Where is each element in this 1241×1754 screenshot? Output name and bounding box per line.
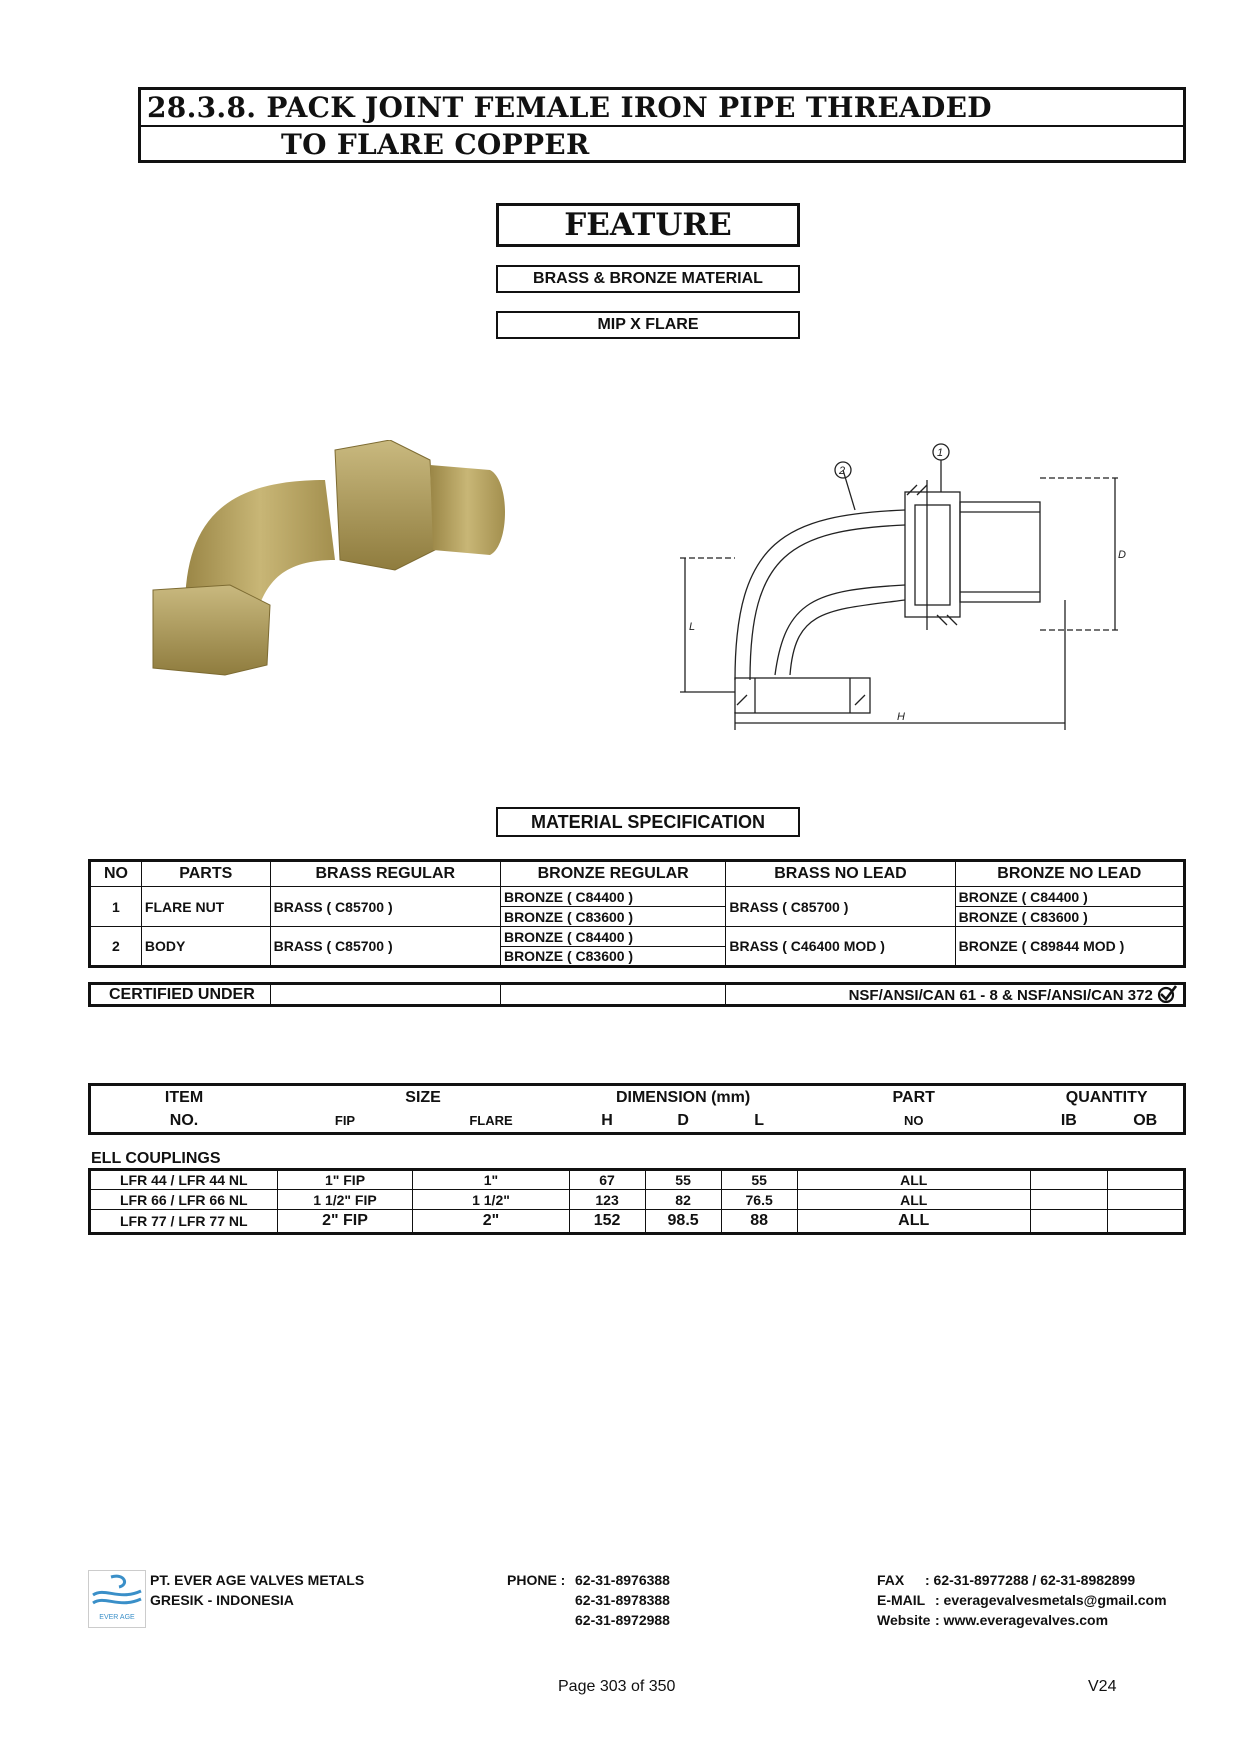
header-bronze-no-lead: BRONZE NO LEAD	[955, 861, 1184, 887]
table-row	[90, 1210, 1185, 1234]
cell-ob	[1107, 1170, 1184, 1190]
table-row	[90, 927, 1185, 947]
balloon-1: 1	[937, 447, 944, 459]
dimension-header-table	[88, 1083, 1186, 1135]
certified-table	[88, 982, 1186, 1007]
cell-bronze-regular: BRONZE ( C83600 )	[500, 907, 725, 927]
web-label: Website	[877, 1612, 931, 1628]
cell-brass-no-lead: BRASS ( C46400 MOD )	[726, 927, 955, 967]
head-no: NO.	[169, 1111, 199, 1129]
header-no: NO	[90, 861, 142, 887]
dim-label-d: D	[1118, 549, 1126, 561]
cell-h: 123	[569, 1190, 645, 1210]
cell-bronze-regular: BRONZE ( C83600 )	[500, 947, 725, 967]
header-parts: PARTS	[141, 861, 270, 887]
cell-bronze-no-lead: BRONZE ( C89844 MOD )	[955, 927, 1184, 967]
cell-l: 76.5	[721, 1190, 797, 1210]
cell-fip: 1 1/2" FIP	[277, 1190, 413, 1210]
head-part-no: NO	[903, 1113, 924, 1129]
cell-brass-regular: BRASS ( C85700 )	[270, 887, 500, 927]
cell-ib	[1030, 1190, 1107, 1210]
cell-d: 98.5	[645, 1210, 721, 1234]
balloon-2: 2	[839, 465, 846, 477]
material-spec-heading: MATERIAL SPECIFICATION	[496, 807, 800, 837]
phone-block	[507, 1570, 670, 1630]
table-row	[90, 1190, 1185, 1210]
company-name: PT. EVER AGE VALVES METALS	[150, 1572, 365, 1588]
cell-ob	[1107, 1190, 1184, 1210]
cell-ob	[1107, 1210, 1184, 1234]
head-size: SIZE	[405, 1088, 441, 1106]
table-row	[90, 887, 1185, 907]
head-item: ITEM	[164, 1088, 204, 1106]
feature-item-connection: MIP X FLARE	[496, 311, 800, 339]
header-brass-regular: BRASS REGULAR	[270, 861, 500, 887]
head-d: D	[677, 1111, 689, 1129]
head-dimension: DIMENSION (mm)	[615, 1088, 751, 1106]
cell-bronze-regular: BRONZE ( C84400 )	[500, 887, 725, 907]
cell-l: 88	[721, 1210, 797, 1234]
company-location: GRESIK - INDONESIA	[150, 1592, 294, 1608]
cell-part: ALL	[797, 1170, 1030, 1190]
cell-bronze-regular: BRONZE ( C84400 )	[500, 927, 725, 947]
title-box	[138, 87, 1186, 163]
phone-2: 62-31-8978388	[575, 1592, 670, 1608]
head-part: PART	[892, 1088, 935, 1106]
certified-value: NSF/ANSI/CAN 61 - 8 & NSF/ANSI/CAN 372	[848, 987, 1153, 1004]
certified-value-cell	[726, 984, 1185, 1006]
cell-brass-regular: BRASS ( C85700 )	[270, 927, 500, 967]
title-line1: 28.3.8. PACK JOINT FEMALE IRON PIPE THREADED	[141, 90, 1183, 127]
email-label: E-MAIL	[877, 1592, 926, 1608]
company-info	[150, 1570, 364, 1610]
technical-drawing	[675, 440, 1145, 750]
title-line2: TO FLARE COPPER	[281, 128, 590, 161]
cell-part: ALL	[797, 1210, 1030, 1234]
material-table	[88, 859, 1186, 968]
cell-fip: 2" FIP	[277, 1210, 413, 1234]
cell-part: BODY	[141, 927, 270, 967]
head-flare: FLARE	[469, 1113, 513, 1129]
head-ib: IB	[1060, 1111, 1077, 1129]
feature-heading: FEATURE	[496, 203, 800, 247]
version-label: V24	[1088, 1678, 1117, 1695]
cell-no: 2	[90, 927, 142, 967]
head-quantity: QUANTITY	[1065, 1088, 1148, 1106]
certified-row	[90, 984, 1185, 1006]
head-ob: OB	[1133, 1111, 1158, 1129]
product-photo	[145, 440, 525, 690]
cell-h: 67	[569, 1170, 645, 1190]
cell-bronze-no-lead: BRONZE ( C84400 )	[955, 887, 1184, 907]
logo-text: EVER AGE	[99, 1614, 135, 1621]
page-number: Page 303 of 350	[558, 1678, 676, 1695]
head-fip: FIP	[334, 1113, 356, 1129]
phone-label: PHONE :	[507, 1572, 566, 1588]
phone-1: 62-31-8976388	[575, 1572, 670, 1588]
cell-h: 152	[569, 1210, 645, 1234]
dim-label-h: H	[897, 711, 905, 723]
material-header-row	[90, 861, 1185, 887]
contact-block	[877, 1570, 1167, 1630]
cell-bronze-no-lead: BRONZE ( C83600 )	[955, 907, 1184, 927]
check-icon	[1157, 985, 1177, 1003]
fax-label: FAX	[877, 1572, 905, 1588]
cell-brass-no-lead: BRASS ( C85700 )	[726, 887, 955, 927]
dim-label-l: L	[689, 621, 696, 633]
cell-item: LFR 66 / LFR 66 NL	[90, 1190, 278, 1210]
cell-flare: 1"	[413, 1170, 569, 1190]
dimension-table	[88, 1168, 1186, 1235]
cell-part: ALL	[797, 1190, 1030, 1210]
cell-part: FLARE NUT	[141, 887, 270, 927]
head-h: H	[601, 1111, 613, 1129]
feature-item-material: BRASS & BRONZE MATERIAL	[496, 265, 800, 293]
head-l: L	[754, 1111, 765, 1129]
fax-value: : 62-31-8977288 / 62-31-8982899	[925, 1572, 1136, 1588]
web-value[interactable]: : www.everagevalves.com	[935, 1612, 1109, 1628]
logo-wave-icon	[89, 1571, 145, 1613]
cell-ib	[1030, 1210, 1107, 1234]
cell-flare: 2"	[413, 1210, 569, 1234]
cell-d: 55	[645, 1170, 721, 1190]
table-row	[90, 1170, 1185, 1190]
email-value[interactable]: : everagevalvesmetals@gmail.com	[935, 1592, 1167, 1608]
phone-3: 62-31-8972988	[575, 1612, 670, 1628]
cell-d: 82	[645, 1190, 721, 1210]
company-logo	[88, 1570, 146, 1628]
group-label: ELL COUPLINGS	[91, 1150, 221, 1167]
cell-flare: 1 1/2"	[413, 1190, 569, 1210]
cell-l: 55	[721, 1170, 797, 1190]
cell-item: LFR 44 / LFR 44 NL	[90, 1170, 278, 1190]
header-bronze-regular: BRONZE REGULAR	[500, 861, 725, 887]
header-brass-no-lead: BRASS NO LEAD	[726, 861, 955, 887]
cell-ib	[1030, 1170, 1107, 1190]
certified-label: CERTIFIED UNDER	[90, 984, 271, 1006]
cell-item: LFR 77 / LFR 77 NL	[90, 1210, 278, 1234]
cell-fip: 1" FIP	[277, 1170, 413, 1190]
cell-no: 1	[90, 887, 142, 927]
